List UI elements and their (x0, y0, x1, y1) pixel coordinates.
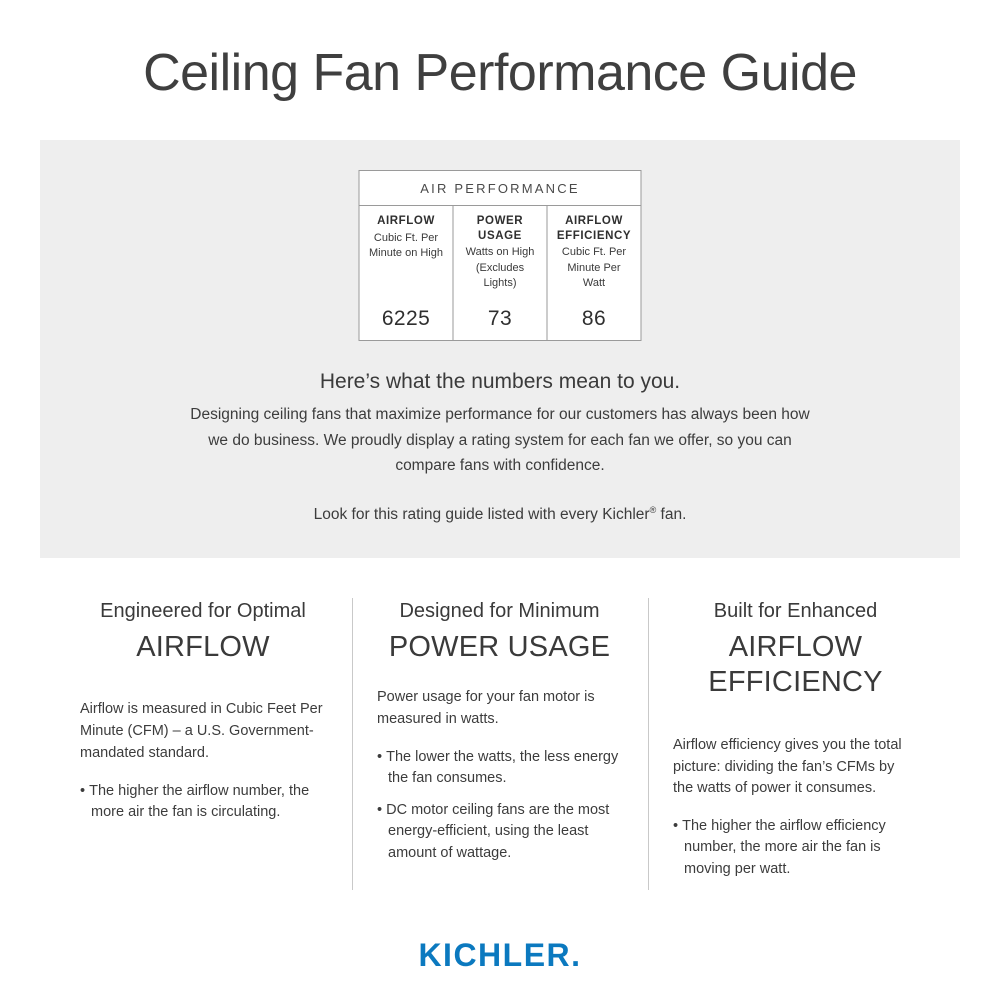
column-airflow-bullets (80, 781, 326, 824)
airflow-efficiency-title: AIRFLOW EFFICIENCY (556, 215, 632, 242)
table-cell-airflow-efficiency (547, 206, 641, 340)
list-item: • The higher the airflow number, the more air the fan is circulating. (80, 781, 326, 824)
column-power-usage-heading: POWER USAGE (388, 631, 611, 663)
table-header: AIR PERFORMANCE (360, 171, 641, 206)
panel-body: Designing ceiling fans that maximize performance for our customers has always been how we do business. We proudly display a rating system for each fan we offer, so you can compare fans with confidence. (190, 406, 810, 475)
column-airflow-efficiency-heading: AIRFLOW EFFICIENCY (708, 631, 883, 699)
table-cell-airflow (360, 206, 453, 340)
power-usage-value: 73 (487, 307, 513, 330)
column-power-usage (352, 598, 648, 890)
column-airflow-efficiency-body: Airflow efficiency gives you the total picture: dividing the fan’s CFMs by the watts of power it consumes. (673, 736, 902, 797)
list-item: • DC motor ceiling fans are the most energy-efficient, using the least amount of wattage. (377, 800, 622, 864)
kichler-logo (418, 937, 581, 974)
list-item: • The higher the airflow efficiency number, the more air the fan is moving per watt. (673, 816, 918, 880)
column-power-usage-body: Power usage for your fan motor is measured in watts. (377, 689, 595, 728)
airflow-title: AIRFLOW (377, 215, 435, 227)
airflow-efficiency-value: 86 (581, 307, 607, 330)
power-usage-title: POWER USAGE (476, 215, 524, 242)
column-airflow-kicker: Engineered for Optimal (100, 600, 306, 622)
airflow-efficiency-subtitle: Cubic Ft. Per Minute Per Watt (561, 246, 627, 289)
column-airflow-heading: AIRFLOW (136, 631, 270, 663)
list-item: • The lower the watts, the less energy the fan consumes. (377, 747, 622, 790)
kichler-logo-dot: . (571, 937, 582, 973)
panel-heading: Here’s what the numbers mean to you. (319, 370, 681, 393)
footer (0, 937, 1000, 974)
column-airflow-efficiency-bullets (673, 816, 918, 880)
info-panel (40, 140, 960, 558)
feature-columns (56, 598, 946, 890)
column-power-usage-bullets (377, 747, 622, 864)
power-usage-subtitle: Watts on High (Excludes Lights) (465, 246, 535, 289)
kichler-logo-text: KICHLER (418, 937, 572, 973)
panel-note (150, 505, 850, 524)
airflow-value: 6225 (381, 307, 431, 330)
column-airflow-efficiency-kicker: Built for Enhanced (713, 600, 878, 622)
column-airflow-efficiency (648, 598, 944, 890)
column-airflow (56, 598, 352, 890)
panel-note-text: Look for this rating guide listed with every Kichler (313, 506, 650, 524)
airflow-subtitle: Cubic Ft. Per Minute on High (369, 231, 443, 259)
column-airflow-body: Airflow is measured in Cubic Feet Per Minute (CFM) – a U.S. Government-mandated standard. (80, 701, 323, 761)
page-title: Ceiling Fan Performance Guide (143, 44, 857, 102)
registered-trademark-icon: ® (649, 505, 657, 515)
air-performance-table (359, 170, 642, 341)
table-cell-power-usage (453, 206, 547, 340)
panel-note-text-end: fan. (656, 506, 687, 524)
table-columns (360, 206, 641, 340)
column-power-usage-kicker: Designed for Minimum (399, 600, 600, 622)
